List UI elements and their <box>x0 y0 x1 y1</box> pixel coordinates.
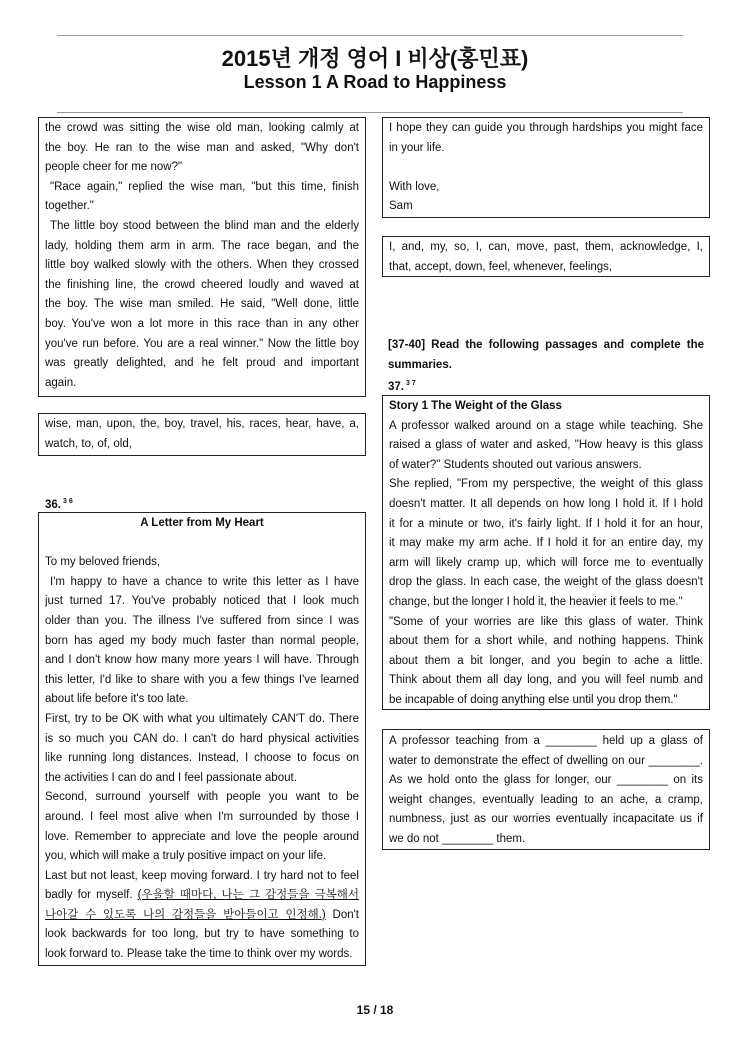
text-line: She replied, "From my perspective, the weight of this glass <box>389 478 703 491</box>
text-line: the boy. The wise man smiled. He said, "Well done, little <box>45 298 359 311</box>
text-line: water to demonstrate the effect of dwelling on our ________. <box>389 754 703 767</box>
text-line <box>45 906 359 926</box>
text-line: boy. You've won a lot more in this race than in any other <box>45 317 359 330</box>
text-line: just turned 17. You've probably noticed that I look much <box>45 595 359 608</box>
document-title: 2015년 개정 영어 I 비상(홍민표) <box>221 46 529 71</box>
text-line: I hope they can guide you through hardships you might face <box>389 122 703 134</box>
text-line: doesn't matter. It all depends on how long I hold it. If I hold <box>389 497 703 510</box>
text-line: this letter, I'd like to share with you a few things I've learned <box>45 673 359 686</box>
underlined-korean-text: 나아갈 수 있도록 나의 감정들을 받아들이고 인정해.) <box>45 908 326 921</box>
text-line: look backwards for too long, but try to have something to <box>45 928 359 941</box>
story-passage-box <box>38 117 366 397</box>
text-line: the boy. He ran to the wise man and asked, "Why don't <box>45 141 359 154</box>
text-line <box>45 534 359 554</box>
text-line: about them for a short while, and nothing happens. Think <box>389 635 703 648</box>
header-rule-top <box>57 35 683 36</box>
text-line: be incapable of doing anything else until you drop them." <box>389 693 678 706</box>
lesson-subtitle: Lesson 1 A Road to Happiness <box>243 72 507 92</box>
text-line: To my beloved friends, <box>45 556 161 569</box>
text-line: [37-40] Read the following passages and complete the <box>388 339 704 351</box>
letter-title: A Letter from My Heart <box>140 517 264 529</box>
text-line: drop the glass. In each case, the weight of the glass doesn't <box>389 576 703 589</box>
text-line: I'm happy to have a chance to write this letter as I have <box>50 575 359 588</box>
text-line: watch, to, of, old, <box>45 437 132 450</box>
text-segment: badly for myself. <box>45 889 138 902</box>
text-line: you've run before. You are a real winner." Now the little boy <box>45 337 359 350</box>
text-line: I, and, my, so, I, can, move, past, them, acknowledge, I, <box>389 241 703 253</box>
summary-box <box>382 729 710 850</box>
text-segment: Don't <box>325 908 359 921</box>
letter-body <box>45 534 359 965</box>
question-number: 36. <box>45 498 61 511</box>
underlined-korean-text: (우울할 때마다, 나는 그 감정들을 극복해서 <box>137 889 359 902</box>
text-line: little boy walked slowly with the others. When they crossed <box>45 259 359 272</box>
text-line: about life before it's too late. <box>45 693 189 706</box>
header-rule-bottom <box>57 112 683 113</box>
section-instruction <box>382 336 710 375</box>
text-line: born has aged my body much faster than normal people, <box>45 634 359 647</box>
text-line: A professor teaching from a ________ held up a glass of <box>389 735 703 747</box>
question-number: 37. <box>388 380 404 393</box>
text-line: A professor walked around on a stage while teaching. She <box>389 419 703 432</box>
text-line: the crowd was sitting the wise old man, looking calmly at <box>45 122 359 134</box>
text-line: "Race again," replied the wise man, "but this time, finish <box>50 180 359 193</box>
text-line: people cheer for me now?" <box>45 161 183 174</box>
question-superscript: 3 6 <box>63 498 73 505</box>
text-line: weight changes, eventually leading to an ache, a cramp, <box>389 793 703 806</box>
text-line: and I don't know how many more years I will have. Through <box>45 654 359 667</box>
text-line: As we hold onto the glass for longer, our ________ on its <box>389 774 703 787</box>
text-line <box>389 158 703 178</box>
text-line: was greatly delighted, and he felt proud and important <box>45 357 359 370</box>
text-line: Second, surround yourself with people you want to be <box>45 791 359 804</box>
text-line: With love, <box>389 180 440 193</box>
text-line: wise, man, upon, the, boy, travel, his, races, hear, have, a, <box>45 418 359 430</box>
text-line: that, accept, down, feel, whenever, feelings, <box>389 260 613 273</box>
text-line: like running long distances. Instead, I choose to focus on <box>45 752 359 765</box>
text-line: about them a bit longer, and you begin to ache a little. <box>389 654 703 667</box>
text-line: the activities I can do and I feel passionate about. <box>45 771 297 784</box>
text-line: it for a minute or two, it's fairly light. If I hold it for an hour, <box>389 517 703 530</box>
text-line: lady, holding them arm in arm. The race began, and the <box>45 239 359 252</box>
text-line: change, but the longer I hold it, the heavier it feels to me." <box>389 595 683 608</box>
text-line: it may make my arm ache. If I hold it for an entire day, my <box>389 537 703 550</box>
text-line <box>45 886 359 906</box>
text-line: numbness, just as our worries eventually incapacitate us if <box>389 813 703 826</box>
text-line: in your life. <box>389 141 445 154</box>
text-line: you, which will make a truly positive impact on your life. <box>45 850 327 863</box>
text-line: look forward to. Please take the time to think over my words. <box>45 948 353 961</box>
text-line: love. Remember to appreciate and love the people around <box>45 830 359 843</box>
question-37-label <box>388 374 416 397</box>
text-line: the finishing line, the crowd cheered loudly and waved at <box>45 278 359 291</box>
story-glass-box <box>382 395 710 710</box>
text-line: raised a glass of water and asked, "How heavy is this glass <box>389 439 703 452</box>
text-line: of water?" Students shouted out various answers. <box>389 458 642 471</box>
page-number: 15 / 18 <box>356 1003 394 1017</box>
text-line: Think about them all day long, and you will feel numb and <box>389 674 703 687</box>
text-line: Sam <box>389 200 413 213</box>
text-line: Last but not least, keep moving forward. I try hard not to feel <box>45 869 359 882</box>
story-body <box>389 417 703 711</box>
letter-passage-box <box>38 512 366 966</box>
text-line: together." <box>45 200 94 213</box>
text-line: around. I feel most alive when I'm surrounded by those I <box>45 810 359 823</box>
text-line: is so much you CAN do. I can't do hard physical activities <box>45 732 359 745</box>
text-line: again. <box>45 376 77 389</box>
text-line: "Some of your worries are like this glass of water. Think <box>389 615 703 628</box>
question-superscript: 3 7 <box>406 380 416 387</box>
letter-end-box <box>382 117 710 218</box>
text-line: older than you. The illness I've suffered from since I was <box>45 614 359 627</box>
word-bank-box <box>38 413 366 456</box>
text-line: arm will likely cramp up, which will force me to eventually <box>389 556 703 569</box>
text-line: we do not ________ them. <box>389 832 526 845</box>
text-line: summaries. <box>388 358 452 371</box>
text-line: First, try to be OK with what you ultimately CAN'T do. There <box>45 712 359 725</box>
story-title: Story 1 The Weight of the Glass <box>389 400 562 412</box>
text-line: The little boy stood between the blind man and the elderly <box>50 219 359 232</box>
word-bank-box-2 <box>382 236 710 277</box>
